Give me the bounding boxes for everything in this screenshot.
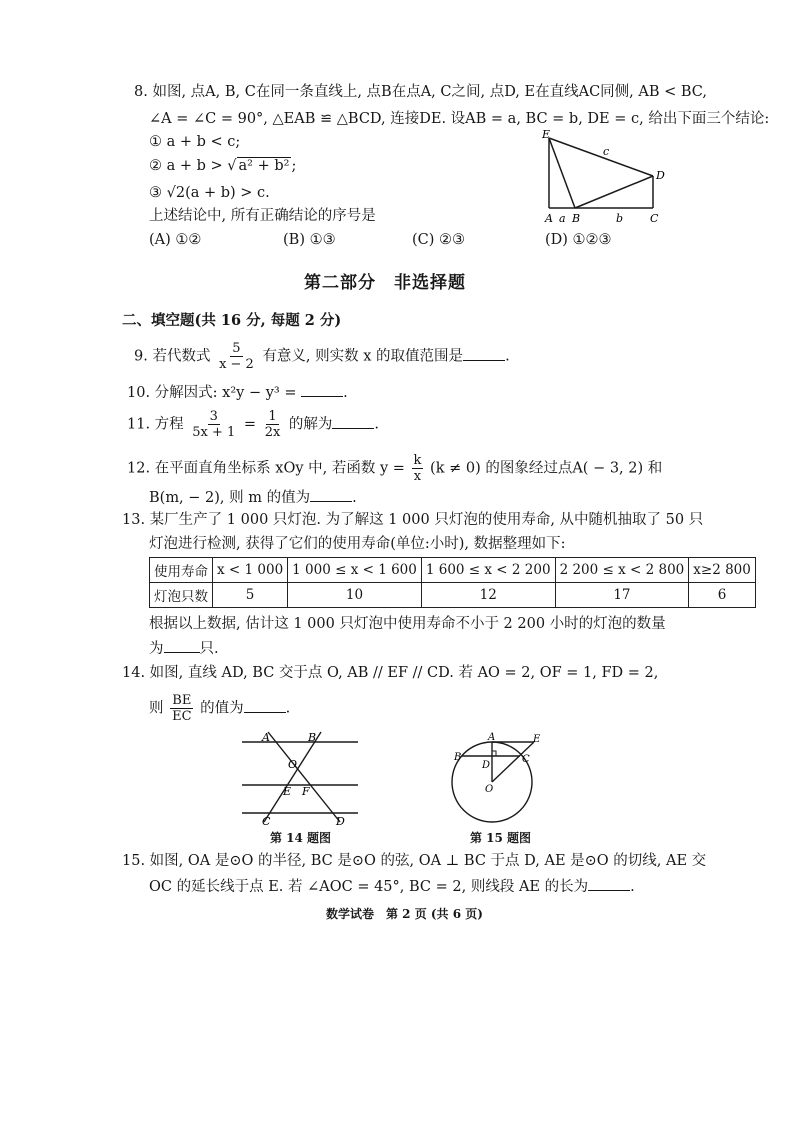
fig14-label-d: D: [336, 815, 345, 828]
q9-end: .: [505, 348, 510, 365]
q13-line4-post: 只.: [199, 641, 219, 657]
table-cell: 灯泡只数: [150, 583, 213, 608]
q12-line1: [127, 453, 662, 484]
fig8-label-d: D: [656, 169, 665, 182]
q13-table: [149, 557, 756, 608]
fig15-label-b: B: [454, 752, 462, 763]
radical-sign: √: [227, 158, 237, 174]
table-cell: 6: [689, 583, 756, 608]
q8-line1: 8. 如图, 点A, B, C在同一条直线上, 点B在点A, C之间, 点D, E在直线AC同侧, AB < BC,: [134, 84, 707, 100]
q12-fraction: [412, 453, 424, 484]
q8-c2-pre: ② a + b >: [149, 158, 228, 174]
table-cell: 10: [288, 583, 422, 608]
q11-answer-blank: [332, 414, 374, 429]
q8-option-c: (C) ②③: [412, 232, 466, 248]
q13-answer-blank: [164, 638, 200, 653]
q11-end: .: [374, 416, 380, 433]
q9-answer-blank: [463, 346, 505, 361]
q8-figure: [535, 126, 675, 226]
fig8-label-e: E: [542, 128, 551, 141]
fig8-label-c-lower: c: [603, 145, 610, 158]
fig14-label-b: B: [308, 731, 317, 744]
figure-14: [238, 728, 362, 828]
table-cell: 使用寿命: [150, 558, 213, 583]
q14-numerator: BE: [172, 693, 192, 708]
fig8-label-c: C: [650, 212, 659, 225]
q8-line2: ∠A = ∠C = 90°, △EAB ≌ △BCD, 连接DE. 设AB = a, BC = b, DE = c, 给出下面三个结论:: [149, 111, 770, 127]
q12-line2: [149, 487, 357, 508]
figure-14-caption: 第 14 题图: [270, 831, 332, 845]
q15-end: .: [630, 879, 635, 895]
q15-line2: [149, 876, 635, 897]
table-header-row: [150, 558, 756, 583]
q15-line2-text: OC 的延长线于点 E. 若 ∠AOC = 45°, BC = 2, 则线段 AE 的长为: [149, 879, 589, 895]
q8-question: 上述结论中, 所有正确结论的序号是: [149, 208, 376, 224]
q14-end: .: [285, 700, 291, 717]
q8-option-a: (A) ①②: [149, 232, 202, 248]
fig14-label-a: A: [262, 731, 270, 744]
q15-line1: 15. 如图, OA 是⊙O 的半径, BC 是⊙O 的弦, OA ⊥ BC 于点 D, AE 是⊙O 的切线, AE 交: [122, 853, 707, 869]
q9-pre: 9. 若代数式: [134, 348, 211, 365]
q11-fraction-right: [263, 409, 283, 440]
figure-15-caption: 第 15 题图: [470, 831, 532, 845]
q14-answer-blank: [244, 698, 286, 713]
q12-denominator: x: [413, 469, 422, 484]
q8-option-b: (B) ①③: [283, 232, 336, 248]
q12-answer-blank: [310, 487, 352, 502]
q13-line4-pre: 为: [149, 641, 164, 657]
q8-c2-post: ;: [291, 158, 297, 174]
q12-end: .: [352, 490, 357, 506]
q10-pre: 10. 分解因式: x²y − y³ =: [127, 385, 297, 401]
q11: [127, 409, 379, 440]
q13-line1: 13. 某厂生产了 1 000 只灯泡. 为了解这 1 000 只灯泡的使用寿命, 从中随机抽取了 50 只: [122, 512, 704, 528]
q9-fraction: [217, 341, 256, 372]
q11-equals: =: [243, 416, 257, 433]
q14-line1: 14. 如图, 直线 AD, BC 交于点 O, AB // EF // CD. 若 AO = 2, OF = 1, FD = 2,: [122, 665, 659, 681]
q12-numerator: k: [413, 453, 422, 468]
fig8-label-b: B: [572, 212, 581, 225]
q13-line2: 灯泡进行检测, 获得了它们的使用寿命(单位:小时), 数据整理如下:: [149, 536, 566, 552]
fig8-label-a-lower: a: [559, 212, 566, 225]
table-cell: 12: [421, 583, 555, 608]
fig14-label-c: C: [262, 815, 271, 828]
table-cell: x < 1 000: [213, 558, 288, 583]
q10: [127, 382, 348, 403]
q11-post: 的解为: [288, 416, 333, 433]
q12-pre: 12. 在平面直角坐标系 xOy 中, 若函数 y =: [127, 460, 405, 477]
fig15-label-o: O: [485, 784, 494, 795]
table-row: [150, 583, 756, 608]
q14-fraction: [170, 693, 193, 724]
table-cell: 1 600 ≤ x < 2 200: [421, 558, 555, 583]
part-two-title: 第二部分 非选择题: [304, 273, 466, 293]
q11-numerator-right: 1: [268, 409, 277, 424]
q9-numerator: 5: [232, 341, 241, 356]
fig15-label-a: A: [488, 732, 496, 743]
table-cell: 1 000 ≤ x < 1 600: [288, 558, 422, 583]
section-two-heading: 二、填空题(共 16 分, 每题 2 分): [122, 312, 342, 329]
fig14-label-f: F: [302, 785, 310, 798]
table-cell: 2 200 ≤ x < 2 800: [555, 558, 689, 583]
figure-15: [450, 728, 554, 832]
fig15-label-d: D: [482, 760, 491, 771]
q11-denominator-left: 5x + 1: [192, 425, 236, 440]
q11-pre: 11. 方程: [127, 416, 184, 433]
q12-line2-text: B(m, − 2), 则 m 的值为: [149, 490, 311, 506]
q11-fraction-left: [190, 409, 237, 440]
q9: [134, 341, 510, 372]
q9-denominator: x − 2: [219, 357, 254, 372]
q14-post: 的值为: [200, 700, 244, 717]
q13-line4: [149, 638, 219, 659]
fig14-label-e: E: [283, 785, 292, 798]
fig8-label-b-lower: b: [616, 212, 624, 225]
q12-post: (k ≠ 0) 的图象经过点A( − 3, 2) 和: [430, 460, 663, 477]
q8-option-d: (D) ①②③: [545, 232, 612, 248]
q14-denominator: EC: [172, 709, 192, 724]
q14-pre: 则: [149, 700, 164, 717]
q8-conclusion-2: [149, 156, 296, 176]
q8-conclusion-1: ① a + b < c;: [149, 134, 241, 150]
table-cell: 17: [555, 583, 689, 608]
q14-line2: [149, 693, 290, 724]
table-cell: 5: [213, 583, 288, 608]
q11-numerator-left: 3: [209, 409, 218, 424]
q10-answer-blank: [301, 382, 343, 397]
fig15-label-e: E: [533, 734, 541, 745]
q10-end: .: [343, 385, 348, 401]
q15-answer-blank: [588, 876, 630, 891]
fig14-label-o: O: [288, 758, 298, 771]
fig8-label-a: A: [545, 212, 553, 225]
page-footer: 数学试卷 第 2 页 (共 6 页): [326, 907, 483, 921]
q9-post: 有意义, 则实数 x 的取值范围是: [262, 348, 464, 365]
q11-denominator-right: 2x: [264, 425, 281, 440]
q13-line3: 根据以上数据, 估计这 1 000 只灯泡中使用寿命不小于 2 200 小时的灯泡的数量: [149, 616, 666, 632]
fig15-label-c: C: [522, 754, 530, 765]
q8-conclusion-3: ③ √2(a + b) > c.: [149, 185, 270, 201]
q8-c2-radicand: a² + b²: [238, 158, 290, 174]
table-cell: x≥2 800: [689, 558, 756, 583]
